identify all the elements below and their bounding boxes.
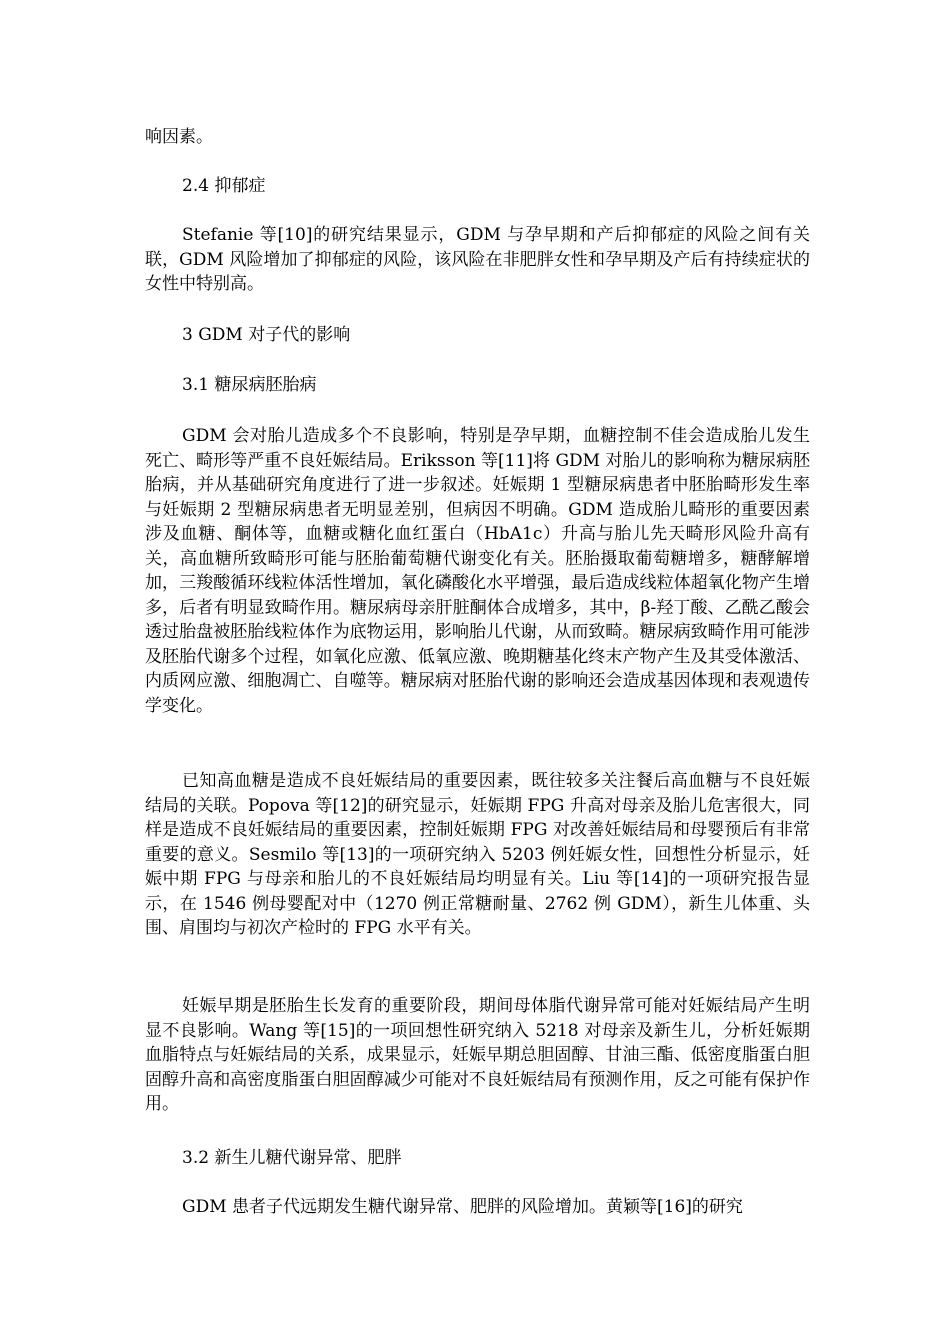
paragraph-embryopathy: GDM 会对胎儿造成多个不良影响，特别是孕早期，血糖控制不佳会造成胎儿发生死亡、畸形等严重不良妊娠结局。Eriksson 等[11]将 GDM 对胎儿的影响称为糖尿病胚胎病，并从基础研究角度进行了进一步叙述。妊娠期 1 型糖尿病患者中胚胎畸形发生率与妊娠期 2 型糖尿病患者无明显差别，但病因不明确。GDM 造成胎儿畸形的重要因素涉及血糖、酮体等，血糖或糖化血红蛋白（HbA1c）升高与胎儿先天畸形风险升高有关，高血糖所致畸形可能与胚胎葡萄糖代谢变化有关。胚胎摄取葡萄糖增多，糖酵解增加，三羧酸循环线粒体活性增加，氧化磷酸化水平增强，最后造成线粒体超氧化物产生增多，后者有明显致畸作用。糖尿病母亲肝脏酮体合成增多，其中，β-羟丁酸、乙酰乙酸会透过胎盘被胚胎线粒体作为底物运用，影响胎儿代谢，从而致畸。糖尿病致畸作用可能涉及胚胎代谢多个过程，如氧化应激、低氧应激、晚期糖基化终末产物产生及其受体激活、内质网应激、细胞凋亡、自噬等。糖尿病对胚胎代谢的影响还会造成基因体现和表观遗传学变化。 bbox=[145, 426, 810, 716]
heading-2-4: 2.4 抑郁症 bbox=[182, 176, 266, 196]
paragraph-lipid: 妊娠早期是胚胎生长发育的重要阶段，期间母体脂代谢异常可能对妊娠结局产生明显不良影响。Wang 等[15]的一项回想性研究纳入 5218 对母亲及新生儿，分析妊娠期血脂特点与妊娠结局的关系，成果显示，妊娠早期总胆固醇、甘油三酯、低密度脂蛋白胆固醇升高和高密度脂蛋白胆固醇减少可能对不良妊娠结局有预测作用，反之可能有保护作用。 bbox=[145, 996, 810, 1114]
heading-3-2: 3.2 新生儿糖代谢异常、肥胖 bbox=[182, 1148, 402, 1168]
heading-3-1: 3.1 糖尿病胚胎病 bbox=[182, 375, 317, 395]
heading-3: 3 GDM 对子代的影响 bbox=[182, 325, 351, 345]
paragraph-offspring: GDM 患者子代远期发生糖代谢异常、肥胖的风险增加。黄颖等[16]的研究 bbox=[182, 1197, 743, 1217]
paragraph-hyperglycemia: 已知高血糖是造成不良妊娠结局的重要因素，既往较多关注餐后高血糖与不良妊娠结局的关联。Popova 等[12]的研究显示，妊娠期 FPG 升高对母亲及胎儿危害很大，同样是造成不良妊娠结局的重要因素，控制妊娠期 FPG 对改善妊娠结局和母婴预后有非常重要的意义。Sesmilo 等[13]的一项研究纳入 5203 例妊娠女性，回想性分析显示，妊娠中期 FPG 与母亲和胎儿的不良妊娠结局均明显有关。Liu 等[14]的一项研究报告显示，在 1546 例母婴配对中（1270 例正常糖耐量、2762 例 GDM），新生儿体重、头围、肩围均与初次产检时的 FPG 水平有关。 bbox=[145, 771, 810, 938]
paragraph-depression: Stefanie 等[10]的研究结果显示，GDM 与孕早期和产后抑郁症的风险之间有关联，GDM 风险增加了抑郁症的风险，该风险在非肥胖女性和孕早期及产后有持续症状的女性中特别高。 bbox=[145, 225, 810, 294]
paragraph-fragment: 响因素。 bbox=[145, 127, 213, 147]
